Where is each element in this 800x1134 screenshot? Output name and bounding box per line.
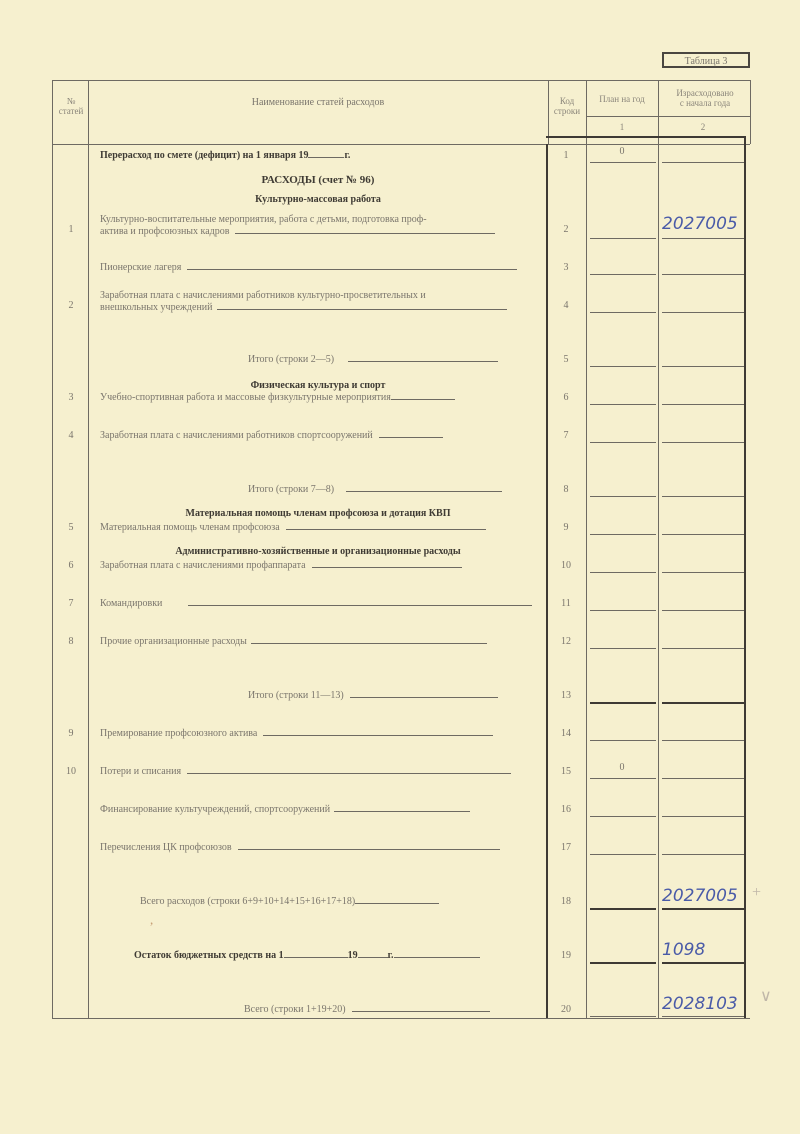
spent-col-rule bbox=[658, 80, 659, 1018]
row-code: 19 bbox=[561, 950, 571, 961]
margin-mark-2: ∨ bbox=[760, 988, 772, 1005]
row-number: 2 bbox=[68, 300, 74, 311]
row-code: 8 bbox=[563, 484, 569, 495]
row-number: 7 bbox=[68, 598, 74, 609]
losses-label: Потери и списания bbox=[100, 766, 511, 778]
sport-line-1: Учебно-спортивная работа и массовые физкультурные мероприятия bbox=[100, 392, 455, 404]
row-spent-value: 2027005 bbox=[662, 886, 738, 906]
row-plan-value: 0 bbox=[619, 146, 625, 157]
row-code: 9 bbox=[563, 522, 569, 533]
plan-cell-rule bbox=[590, 816, 656, 817]
row-code: 13 bbox=[561, 690, 571, 701]
salary-cult-line-1: Заработная плата с начислениями работников культурно-просветительных и bbox=[100, 290, 426, 301]
row-code: 7 bbox=[563, 430, 569, 441]
plan-col-rule bbox=[586, 80, 587, 1018]
row-plan-value: 0 bbox=[619, 762, 625, 773]
spent-cell-rule bbox=[662, 162, 744, 163]
row-spent-value: 2028103 bbox=[662, 994, 738, 1014]
plan-cell-rule bbox=[590, 962, 656, 964]
cultural-title: Культурно-массовая работа bbox=[255, 194, 381, 205]
row-code: 11 bbox=[561, 598, 571, 609]
header-sub-plan: 1 bbox=[619, 122, 625, 132]
row-code: 3 bbox=[563, 262, 569, 273]
spent-cell-rule bbox=[662, 496, 744, 497]
code-col-rule bbox=[546, 144, 548, 1018]
row-number: 5 bbox=[68, 522, 74, 533]
cultural-line-1: Культурно-воспитательные мероприятия, работа с детьми, подготовка проф- bbox=[100, 214, 427, 225]
spent-cell-rule bbox=[662, 572, 744, 573]
bottom-rule bbox=[52, 1018, 750, 1019]
top-rule bbox=[52, 80, 750, 81]
spent-cell-rule bbox=[662, 908, 744, 910]
row-number: 3 bbox=[68, 392, 74, 403]
spent-cell-rule bbox=[662, 442, 744, 443]
plan-cell-rule bbox=[590, 572, 656, 573]
plan-cell-rule bbox=[590, 162, 656, 163]
plan-cell-rule bbox=[590, 442, 656, 443]
pen-mark: , bbox=[150, 912, 154, 927]
plan-cell-rule bbox=[590, 404, 656, 405]
margin-mark-1: + bbox=[752, 884, 762, 901]
balance-label: Остаток бюджетных средств на 1 19 г. bbox=[134, 950, 480, 962]
row-number: 9 bbox=[68, 728, 74, 739]
row-number: 8 bbox=[68, 636, 74, 647]
plan-cell-rule bbox=[590, 854, 656, 855]
grand-total-label: Всего (строки 1+19+20) bbox=[244, 1004, 490, 1016]
header-sub-spent: 2 bbox=[700, 122, 706, 132]
spent-cell-rule bbox=[662, 816, 744, 817]
row-code: 16 bbox=[561, 804, 571, 815]
financing-label: Финансирование культучреждений, спортсооружений bbox=[100, 804, 470, 816]
row-code: 1 bbox=[563, 150, 569, 161]
admin-salary-label: Заработная плата с начислениями профаппарата bbox=[100, 560, 462, 572]
aid-line-1: Материальная помощь членам профсоюза bbox=[100, 522, 486, 534]
plan-cell-rule bbox=[590, 274, 656, 275]
row-number: 10 bbox=[66, 766, 76, 777]
bonus-label: Премирование профсоюзного актива bbox=[100, 728, 493, 740]
spent-cell-rule bbox=[662, 648, 744, 649]
row-number: 1 bbox=[68, 224, 74, 235]
body-top-thick bbox=[546, 136, 746, 138]
num-col-rule bbox=[88, 80, 89, 1018]
spent-cell-rule bbox=[662, 610, 744, 611]
row-code: 20 bbox=[561, 1004, 571, 1015]
total-11-13-label: Итого (строки 11—13) bbox=[248, 690, 498, 702]
plan-cell-rule bbox=[590, 534, 656, 535]
row-code: 5 bbox=[563, 354, 569, 365]
other-org-label: Прочие организационные расходы bbox=[100, 636, 487, 648]
spent-cell-rule bbox=[662, 274, 744, 275]
plan-cell-rule bbox=[590, 496, 656, 497]
spent-cell-rule bbox=[662, 854, 744, 855]
sport-title: Физическая культура и спорт bbox=[250, 380, 386, 391]
plan-cell-rule bbox=[590, 740, 656, 741]
plan-cell-rule bbox=[590, 702, 656, 704]
trips-label: Командировки bbox=[100, 598, 532, 610]
header-num: № статей bbox=[58, 96, 84, 116]
total-7-8-label: Итого (строки 7—8) bbox=[248, 484, 502, 496]
pioneer-label: Пионерские лагеря bbox=[100, 262, 517, 274]
row-spent-value: 1098 bbox=[662, 940, 706, 960]
row-code: 2 bbox=[563, 224, 569, 235]
row-code: 4 bbox=[563, 300, 569, 311]
spent-cell-rule bbox=[662, 702, 744, 704]
left-border bbox=[52, 80, 53, 1018]
row-code: 18 bbox=[561, 896, 571, 907]
row-code: 17 bbox=[561, 842, 571, 853]
header-bottom-rule bbox=[52, 144, 750, 145]
header-code: Код строки bbox=[553, 96, 581, 116]
transfers-label: Перечисления ЦК профсоюзов bbox=[100, 842, 500, 854]
plan-cell-rule bbox=[590, 778, 656, 779]
row-code: 14 bbox=[561, 728, 571, 739]
header-sub-rule bbox=[586, 116, 750, 117]
spent-cell-rule bbox=[662, 1016, 744, 1017]
spent-cell-rule bbox=[662, 778, 744, 779]
row-code: 10 bbox=[561, 560, 571, 571]
row-number: 4 bbox=[68, 430, 74, 441]
row-number: 6 bbox=[68, 560, 74, 571]
right-border-header bbox=[750, 80, 751, 144]
row-overspend-label: Перерасход по смете (дефицит) на 1 января 19 г. bbox=[100, 150, 351, 161]
spent-cell-rule bbox=[662, 534, 744, 535]
spent-cell-rule bbox=[662, 740, 744, 741]
expenses-title: РАСХОДЫ (счет № 96) bbox=[261, 174, 375, 186]
plan-cell-rule bbox=[590, 908, 656, 910]
plan-cell-rule bbox=[590, 1016, 656, 1017]
table-label: Таблица 3 bbox=[662, 52, 750, 68]
row-spent-value: 2027005 bbox=[662, 214, 738, 234]
admin-title: Административно-хозяйственные и организационные расходы bbox=[175, 546, 461, 557]
aid-title: Материальная помощь членам профсоюза и дотация КВП bbox=[185, 508, 451, 519]
total-2-5-label: Итого (строки 2—5) bbox=[248, 354, 498, 366]
spent-cell-rule bbox=[662, 238, 744, 239]
spent-cell-rule bbox=[662, 312, 744, 313]
total-expenses-label: Всего расходов (строки 6+9+10+14+15+16+17+18) bbox=[140, 896, 439, 908]
row-code: 15 bbox=[561, 766, 571, 777]
plan-cell-rule bbox=[590, 238, 656, 239]
cultural-line-2: актива и профсоюзных кадров bbox=[100, 226, 495, 238]
header-spent: Израсходовано с начала года bbox=[676, 88, 734, 108]
header-name: Наименование статей расходов bbox=[251, 97, 385, 108]
plan-cell-rule bbox=[590, 610, 656, 611]
salary-cult-line-2: внешкольных учреждений bbox=[100, 302, 507, 314]
spent-cell-rule bbox=[662, 366, 744, 367]
spent-cell-rule bbox=[662, 962, 744, 964]
row-code: 6 bbox=[563, 392, 569, 403]
sport-salary-label: Заработная плата с начислениями работников спортсооружений bbox=[100, 430, 443, 442]
plan-cell-rule bbox=[590, 366, 656, 367]
plan-cell-rule bbox=[590, 312, 656, 313]
row-code: 12 bbox=[561, 636, 571, 647]
header-plan: План на год bbox=[599, 94, 645, 104]
plan-cell-rule bbox=[590, 648, 656, 649]
spent-cell-rule bbox=[662, 404, 744, 405]
